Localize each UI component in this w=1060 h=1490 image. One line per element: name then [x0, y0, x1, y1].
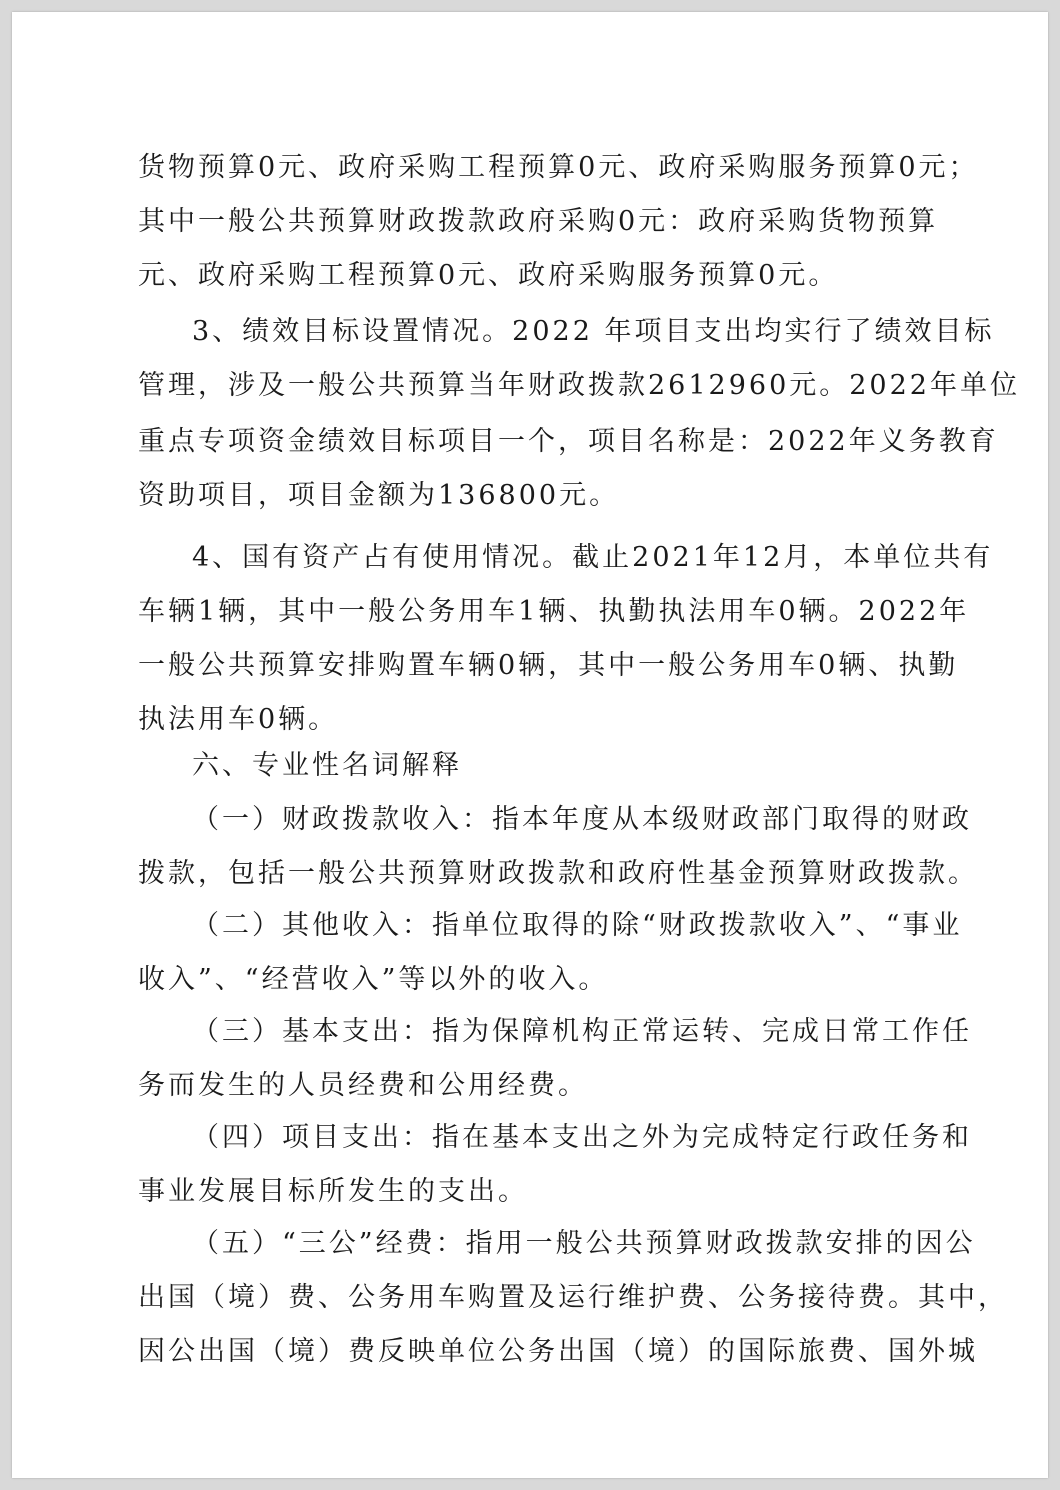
document-page [12, 12, 1048, 1478]
text-line: 因公出国（境）费反映单位公务出国（境）的国际旅费、国外城 [138, 1336, 978, 1367]
text-line: 执法用车0辆。 [138, 704, 339, 735]
text-line: 车辆1辆，其中一般公务用车1辆、执勤执法用车0辆。2022年 [138, 596, 970, 627]
text-line: （四）项目支出：指在基本支出之外为完成特定行政任务和 [192, 1122, 972, 1153]
text-line: 一般公共预算安排购置车辆0辆，其中一般公务用车0辆、执勤 [138, 650, 959, 681]
text-line: 货物预算0元、政府采购工程预算0元、政府采购服务预算0元； [138, 152, 979, 183]
text-line: 出国（境）费、公务用车购置及运行维护费、公务接待费。其中， [138, 1282, 1008, 1313]
section-heading: 六、专业性名词解释 [192, 750, 462, 781]
text-line: （二）其他收入：指单位取得的除“财政拨款收入”、“事业 [192, 910, 963, 941]
text-line: 收入”、“经营收入”等以外的收入。 [138, 964, 609, 995]
text-line: 其中一般公共预算财政拨款政府采购0元：政府采购货物预算 [138, 206, 939, 237]
text-line: 务而发生的人员经费和公用经费。 [138, 1070, 588, 1101]
text-line: 事业发展目标所发生的支出。 [138, 1176, 528, 1207]
text-line: 4、国有资产占有使用情况。截止2021年12月，本单位共有 [192, 542, 994, 573]
text-line: 重点专项资金绩效目标项目一个，项目名称是：2022年义务教育 [138, 426, 999, 457]
text-line: 拨款，包括一般公共预算财政拨款和政府性基金预算财政拨款。 [138, 858, 978, 889]
text-line: 管理，涉及一般公共预算当年财政拨款2612960元。2022年单位 [138, 370, 1020, 401]
text-line: （三）基本支出：指为保障机构正常运转、完成日常工作任 [192, 1016, 972, 1047]
text-line: 3、绩效目标设置情况。2022 年项目支出均实行了绩效目标 [192, 316, 995, 347]
text-line: （五）“三公”经费：指用一般公共预算财政拨款安排的因公 [192, 1228, 976, 1259]
text-line: 资助项目，项目金额为136800元。 [138, 480, 620, 511]
text-line: 元、政府采购工程预算0元、政府采购服务预算0元。 [138, 260, 839, 291]
text-line: （一）财政拨款收入：指本年度从本级财政部门取得的财政 [192, 804, 972, 835]
